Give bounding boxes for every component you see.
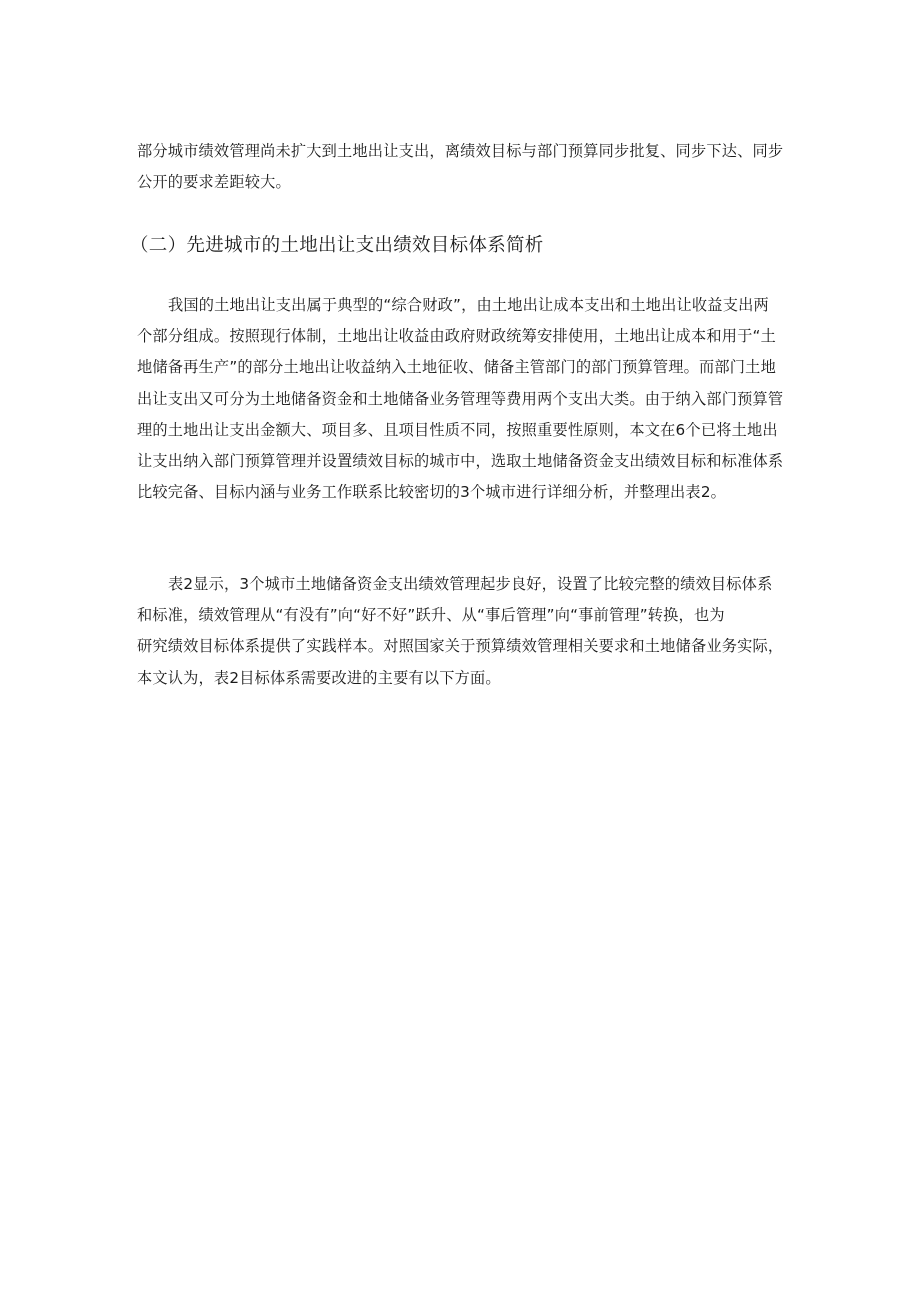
paragraph-table-2-analysis (137, 569, 787, 694)
text-line: 部分城市绩效管理尚未扩大到土地出让支出，离绩效目标与部门预算同步批复、同步下达、同步 (137, 142, 784, 160)
section-heading: （二）先进城市的土地出让支出绩效目标体系简析 (130, 235, 544, 256)
paragraph-continued (137, 136, 787, 198)
text-line: 出让支出又可分为土地储备资金和土地储备业务管理等费用两个支出大类。由于纳入部门预算管 (137, 389, 784, 408)
text-line: 公开的要求差距较大。 (137, 173, 291, 192)
text-line: 表2显示，3个城市土地储备资金支出绩效管理起步良好，设置了比较完整的绩效目标体系 (168, 575, 773, 593)
text-line: 地储备再生产”的部分土地出让收益纳入土地征收、储备主管部门的部门预算管理。而部门土地 (137, 358, 776, 377)
paragraph-land-transfer-expenditure (137, 290, 787, 508)
text-line: 我国的土地出让支出属于典型的“综合财政”，由土地出让成本支出和土地出让收益支出两 (168, 296, 769, 314)
text-line: 个部分组成。按照现行体制，土地出让收益由政府财政统筹安排使用，土地出让成本和用于“土 (137, 327, 776, 346)
text-line: 研究绩效目标体系提供了实践样本。对照国家关于预算绩效管理相关要求和土地储备业务实际， (137, 637, 784, 656)
text-line: 本文认为，表2目标体系需要改进的主要有以下方面。 (137, 668, 501, 687)
text-line: 理的土地出让支出金额大、项目多、且项目性质不同，按照重要性原则，本文在6个已将土地出 (137, 420, 778, 439)
text-line: 让支出纳入部门预算管理并设置绩效目标的城市中，选取土地储备资金支出绩效目标和标准体系 (137, 451, 784, 470)
text-line: 和标准，绩效管理从“有没有”向“好不好”跃升、从“事后管理”向“事前管理”转换，也为 (137, 606, 725, 625)
text-line: 比较完备、目标内涵与业务工作联系比较密切的3个城市进行详细分析，并整理出表2。 (137, 483, 727, 502)
